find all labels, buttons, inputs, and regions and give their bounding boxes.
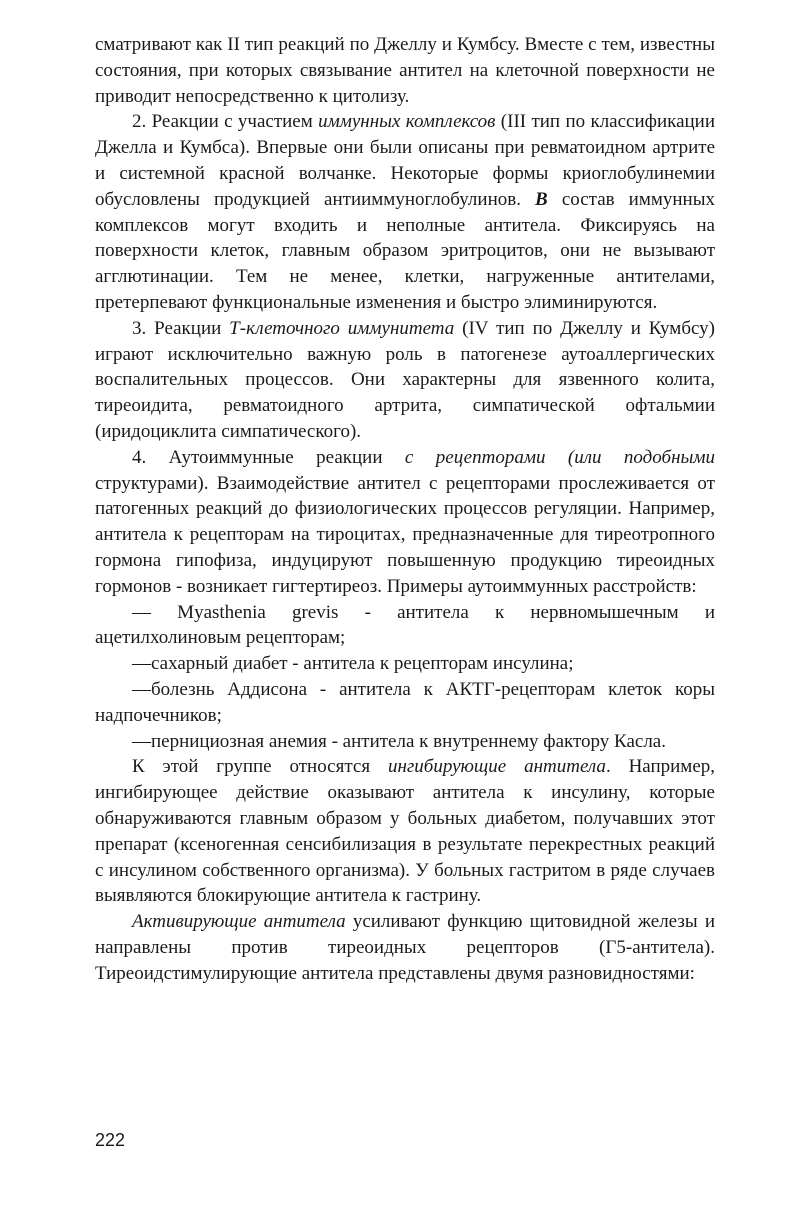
list-item-diabetes	[95, 651, 715, 677]
text-segment: сматривают как II тип реакций по Джеллу и Кумбсу. Вместе с тем, известны состояния, при которых связывание антител на клеточной поверхности не приводит непосредственно к цитолизу.	[95, 34, 715, 107]
text-segment: —пернициозная анемия - антитела к внутреннему фактору Касла.	[132, 730, 666, 752]
text-segment: К этой группе относятся	[132, 756, 388, 778]
paragraph-0	[95, 32, 715, 109]
page-number: 222	[95, 1130, 126, 1150]
text-segment: состав иммунных комплексов могут входить и неполные антитела. Фиксируясь на поверхности клеток, главным образом эритроцитов, они не вызывают агглютинации. Тем не менее, клетки, нагруженные антителами, претерпевают функциональные изменения и быстро элиминируются.	[95, 188, 715, 313]
paragraph-inhibiting	[95, 754, 715, 909]
text-segment: 3. Реакции	[132, 317, 230, 339]
text-segment: (IV тип по Джеллу и Кумбсу) играют исключительно важную роль в патогенезе аутоаллергических воспалительных процессов. Они характерны для язвенного колита, тиреоидита, ревматоидного артрита, симпатической офтальмии (иридоциклита симпатического).	[95, 317, 716, 442]
list-item-myasthenia	[95, 600, 715, 652]
paragraph-immune-complexes	[95, 109, 715, 315]
paragraph-t-cell	[95, 316, 715, 445]
text-segment: структурами). Взаимодействие антител с рецепторами прослеживается от патогенных реакций до физиологических процессов регуляции. Например, антитела к рецепторам на тироцитах, предназначенные для тиреотропного гормона гипофиза, индуцируют повышенную продукцию тиреоидных гормонов - возникает гигтертиреоз. Примеры аутоиммунных расстройств:	[95, 472, 715, 597]
paragraph-receptors	[95, 445, 715, 600]
italic-term: Активирующие антитела	[132, 911, 346, 933]
text-segment: (III тип по классификации Джелла и Кумбса). Впервые они были описаны при ревматоидном артрите и системной красной волчанке. Некоторые формы криоглобулинемии обусловлены продукцией антииммуноглобулинов.	[95, 111, 716, 210]
text-segment: . Например, ингибирующее действие оказывают антитела к инсулину, которые обнаруживаются главным образом у больных диабетом, получавших этот препарат (ксеногенная сенсибилизация в результате перекрестных реакций с инсулином собственного организма). У больных гастритом в ряде случаев выявляются блокирующие антитела к гастрину.	[95, 756, 716, 907]
list-item-addison	[95, 677, 715, 729]
italic-term: иммунных комплексов	[318, 111, 496, 133]
text-segment: 2. Реакции с участием	[132, 111, 319, 133]
italic-term: с рецепторами (или подобными	[404, 446, 715, 468]
text-segment: —сахарный диабет - антитела к рецепторам инсулина;	[132, 653, 574, 675]
italic-term: Т-клеточного иммунитета	[229, 317, 455, 339]
paragraph-activating	[95, 909, 715, 986]
text-segment: — Myasthenia grevis - антитела к нервномышечным и ацетилхолиновым рецепторам;	[95, 601, 715, 649]
page-body	[95, 32, 715, 986]
text-segment: усиливают функцию щитовидной железы и направлены против тиреоидных рецепторов (Г5-антитела). Тиреоидстимулирующие антитела представлены двумя разновидностями:	[95, 911, 715, 984]
text-segment: —болезнь Аддисона - антитела к АКТГ-рецепторам клеток коры надпочечников;	[95, 678, 715, 726]
text-segment: 4. Аутоиммунные реакции	[132, 446, 405, 468]
bold-italic-letter: В	[535, 188, 548, 210]
italic-term: ингибирующие антитела	[387, 756, 606, 778]
list-item-anemia	[95, 729, 715, 755]
